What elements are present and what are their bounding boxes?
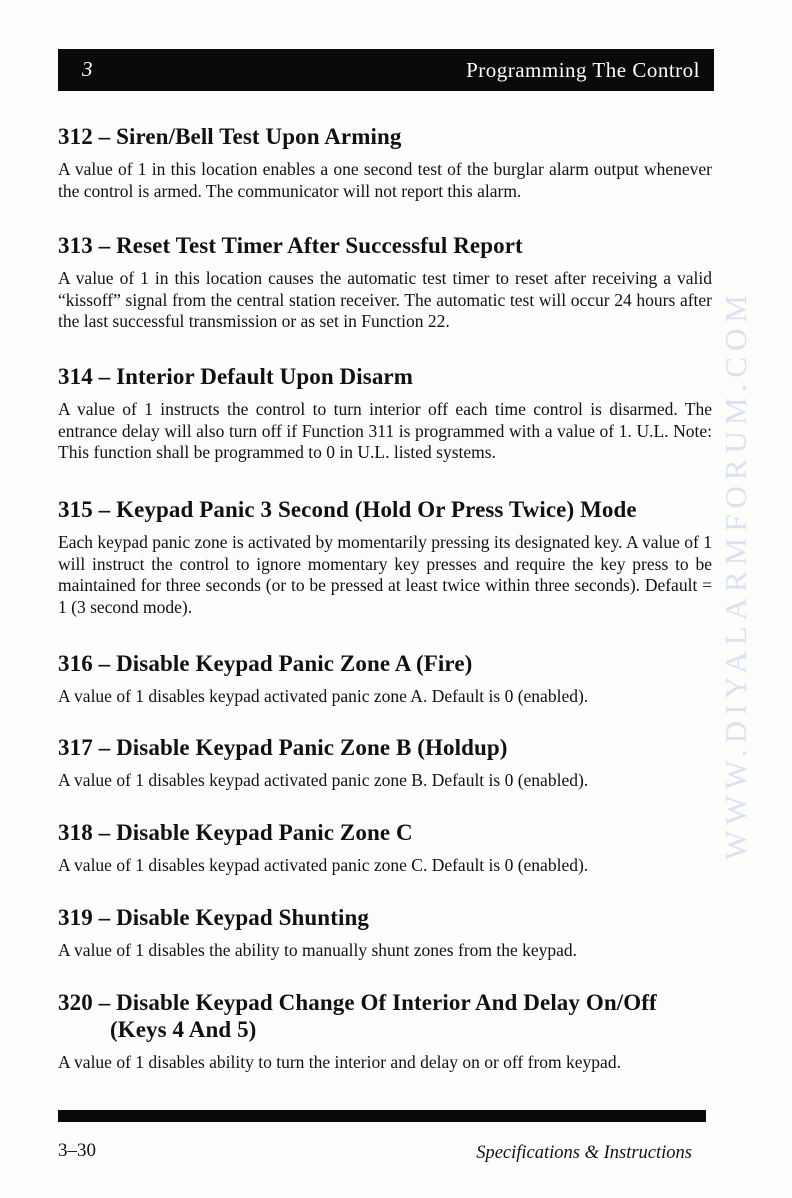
section-body: A value of 1 in this location causes the automatic test timer to reset after receiving a valid “kissoff” signal from the central station receiver. The automatic test will occur 24 hours after the last successful transmission or as set in Function 22. [58, 268, 712, 331]
section-317 [58, 734, 712, 792]
section-319 [58, 904, 712, 962]
section-318 [58, 819, 712, 877]
section-heading: 317 – Disable Keypad Panic Zone B (Holdup) [58, 735, 508, 760]
section-heading-line1: 320 – Disable Keypad Change Of Interior And Delay On/Off [58, 990, 657, 1015]
section-body: A value of 1 disables ability to turn the interior and delay on or off from keypad. [58, 1052, 621, 1072]
footer-rule [58, 1110, 706, 1122]
section-heading-line2: (Keys 4 And 5) [110, 1017, 257, 1042]
section-312 [58, 123, 712, 202]
section-heading: 316 – Disable Keypad Panic Zone A (Fire) [58, 651, 473, 676]
section-heading: 313 – Reset Test Timer After Successful Report [58, 233, 523, 258]
section-body: A value of 1 disables keypad activated panic zone B. Default is 0 (enabled). [58, 770, 589, 790]
chapter-number: 3 [82, 57, 93, 81]
section-heading: 314 – Interior Default Upon Disarm [58, 364, 413, 389]
section-body: A value of 1 instructs the control to turn interior off each time control is disarmed. The entrance delay will also turn off if Function 311 is programmed with a value of 1. U.L. Note: This function shall be programmed to 0 in U.L. listed systems. [58, 399, 712, 462]
section-heading: 319 – Disable Keypad Shunting [58, 905, 369, 930]
section-body: A value of 1 disables keypad activated panic zone C. Default is 0 (enabled). [58, 855, 589, 875]
footer-title: Specifications & Instructions [476, 1143, 692, 1163]
section-316 [58, 650, 712, 708]
section-body: A value of 1 disables the ability to manually shunt zones from the keypad. [58, 940, 578, 960]
section-heading [58, 989, 712, 1043]
section-body: A value of 1 disables keypad activated panic zone A. Default is 0 (enabled). [58, 686, 589, 706]
section-313 [58, 232, 712, 333]
section-heading: 318 – Disable Keypad Panic Zone C [58, 820, 413, 845]
watermark: WWW.DIYALARMFORUM.COM [718, 289, 753, 860]
page-number: 3–30 [58, 1140, 96, 1161]
chapter-header-bar [58, 49, 714, 91]
section-heading: 315 – Keypad Panic 3 Second (Hold Or Press Twice) Mode [58, 497, 637, 522]
section-320 [58, 989, 712, 1074]
section-body: A value of 1 in this location enables a one second test of the burglar alarm output whenever the control is armed. The communicator will not report this alarm. [58, 159, 712, 201]
section-314 [58, 363, 712, 464]
chapter-title: Programming The Control [466, 58, 700, 82]
section-heading: 312 – Siren/Bell Test Upon Arming [58, 124, 402, 149]
section-315 [58, 496, 712, 618]
section-body: Each keypad panic zone is activated by momentarily pressing its designated key. A value of 1 will instruct the control to ignore momentary key presses and require the key press to be maintained for three seconds (or to be pressed at least twice within three seconds). Default = 1 (3 second mode). [58, 532, 712, 617]
